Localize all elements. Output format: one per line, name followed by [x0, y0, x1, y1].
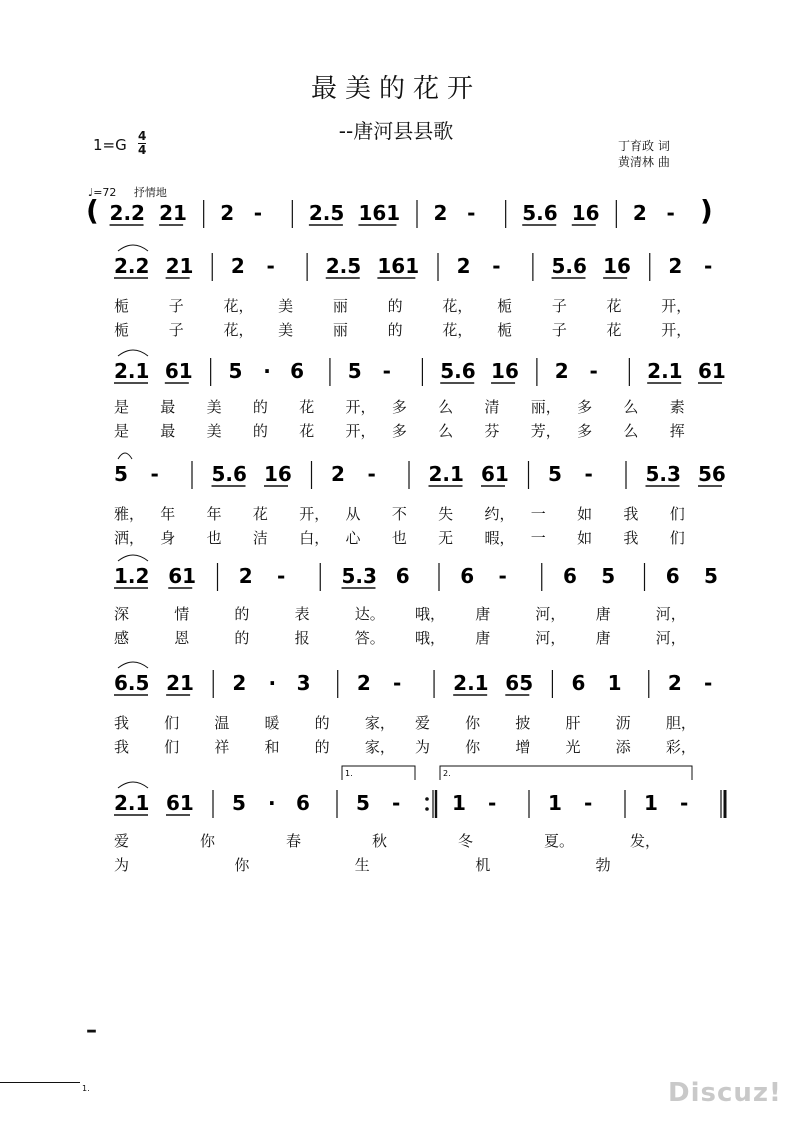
note-group: 2.1 — [114, 791, 150, 815]
lyric-verse2-syllable: 如 — [577, 529, 593, 547]
lyric-verse1-syllable: 栀 — [114, 297, 130, 315]
lyric-verse1-syllable: 栀 — [497, 297, 513, 315]
note-group: 3 — [296, 671, 311, 695]
lyric-verse1-syllable: 唐 — [475, 605, 491, 623]
lyric-verse2-syllable: 光 — [565, 738, 581, 756]
lyric-verse1-syllable: 子 — [168, 297, 184, 315]
lyric-verse2-syllable: 你 — [234, 856, 250, 874]
note-group: - — [584, 791, 593, 815]
notation-system — [86, 194, 713, 228]
note-group: 5.3 — [645, 462, 681, 486]
note-group: 5.6 — [522, 201, 558, 225]
lyric-verse2-syllable: 们 — [669, 529, 685, 547]
lyric-verse1-syllable: 家， — [364, 714, 395, 732]
song-title: 最美的花开 — [310, 74, 481, 104]
note-group: 5.3 — [341, 564, 377, 588]
lyric-verse1-syllable: 发， — [630, 832, 661, 850]
lyric-verse2-syllable: 身 — [160, 529, 176, 547]
lyric-verse2-syllable: 多 — [391, 422, 407, 440]
note-group: 2 — [632, 201, 647, 225]
lyric-verse1-syllable: 子 — [551, 297, 567, 315]
lyric-verse2-syllable: 子 — [551, 321, 567, 339]
lyric-verse1-syllable: 从 — [345, 505, 361, 523]
lyric-verse1-syllable: 的 — [252, 398, 268, 416]
note-group: 6 — [290, 359, 305, 383]
lyric-verse1-syllable: 肝 — [565, 714, 581, 732]
lyric-verse1-syllable: 么 — [623, 398, 639, 416]
stray-dash-mark: – — [86, 1018, 97, 1043]
note-group: - — [584, 462, 593, 486]
key-signature: 1=G — [93, 136, 127, 154]
note-group: 65 — [505, 671, 534, 695]
note-group: 56 — [698, 462, 726, 486]
lyric-verse2-syllable: 洁 — [252, 529, 268, 547]
note-group: · — [268, 671, 277, 695]
lyric-verse1-syllable: 的 — [234, 605, 250, 623]
notation-system — [114, 662, 712, 698]
lyric-verse1-syllable: 爱 — [415, 714, 431, 732]
note-group: 16 — [491, 359, 519, 383]
note-group: 2.5 — [308, 201, 345, 225]
volta-bracket-1 — [342, 766, 415, 780]
note-group: 2 — [232, 671, 247, 695]
note-group: 2.1 — [428, 462, 464, 486]
lyric-verse1-syllable: 披 — [515, 714, 531, 732]
note-group: 161 — [377, 254, 420, 278]
discuz-watermark: Discuz! — [668, 1078, 782, 1108]
lyric-verse2-syllable: 为 — [114, 856, 130, 874]
note-group: - — [704, 254, 713, 278]
time-signature-top: 4 — [138, 129, 147, 143]
lyric-verse1-syllable: 们 — [164, 714, 180, 732]
lyric-verse2-syllable: 为 — [415, 738, 431, 756]
note-group: - — [277, 564, 286, 588]
lyric-verse2-syllable: 家， — [364, 738, 395, 756]
note-group: 1 — [548, 791, 562, 815]
paren-mark: ( — [86, 194, 99, 227]
lyric-verse2-syllable: 唐 — [595, 629, 611, 647]
note-group: 61 — [166, 791, 194, 815]
lyric-verse2-syllable: 报 — [294, 629, 310, 647]
lyric-verse1-syllable: 你 — [200, 832, 216, 850]
slur — [118, 555, 148, 561]
note-group: 2.2 — [114, 254, 150, 278]
lyric-verse2-syllable: 答。 — [354, 629, 385, 647]
lyric-verse1-syllable: 河， — [535, 605, 566, 623]
lyric-verse1-syllable: 美 — [278, 297, 294, 315]
lyric-verse1-syllable: 雅， — [114, 505, 145, 523]
lyric-verse1-syllable: 年 — [206, 505, 222, 523]
lyric-verse1-syllable: 情 — [174, 605, 190, 623]
note-group: 2.5 — [325, 254, 362, 278]
lyric-verse2-syllable: 多 — [577, 422, 593, 440]
lyric-verse2-syllable: 河， — [655, 629, 686, 647]
note-group: 2 — [220, 201, 235, 225]
note-group: - — [253, 201, 263, 225]
lyric-verse1-syllable: 花 — [299, 398, 315, 416]
lyric-verse2-syllable: 挥 — [669, 422, 685, 440]
lyric-verse1-syllable: 花 — [606, 297, 622, 315]
lyric-verse2-syllable: 我 — [114, 738, 130, 756]
lyric-verse2-syllable: 么 — [438, 422, 454, 440]
lyric-verse1-syllable: 如 — [577, 505, 593, 523]
lyric-verse2-syllable: 是 — [114, 422, 130, 440]
lyric-verse1-syllable: 开， — [299, 505, 330, 523]
note-group: 5 — [232, 791, 246, 815]
lyric-verse2-syllable: 感 — [114, 629, 130, 647]
note-group: 5 — [114, 462, 128, 486]
lyric-verse1-syllable: 我 — [114, 714, 130, 732]
footnote-number: 1. — [82, 1084, 90, 1093]
note-group: 5 — [347, 359, 362, 383]
lyric-verse2-syllable: 增 — [515, 738, 531, 756]
lyric-verse1-syllable: 花 — [252, 505, 268, 523]
lyric-verse1-syllable: 表 — [294, 605, 310, 623]
lyric-verse1-syllable: 年 — [160, 505, 176, 523]
lyric-verse2-syllable: 子 — [168, 321, 184, 339]
lyric-verse2-syllable: 心 — [345, 529, 361, 547]
lyric-verse1-syllable: 深 — [114, 605, 130, 623]
slur — [118, 350, 148, 356]
note-group: 5.6 — [551, 254, 587, 278]
note-group: 2 — [456, 254, 471, 278]
lyric-verse2-syllable: 开， — [661, 321, 692, 339]
lyric-verse1-syllable: 温 — [214, 714, 230, 732]
lyric-verse2-syllable: 花， — [442, 321, 473, 339]
note-group: 2 — [238, 564, 253, 588]
lyric-verse2-syllable: 芬 — [484, 422, 500, 440]
lyric-verse1-syllable: 失 — [438, 505, 454, 523]
lyric-verse2-syllable: 你 — [465, 738, 481, 756]
lyric-verse2-syllable: 祥 — [214, 738, 230, 756]
lyric-verse2-syllable: 彩， — [665, 738, 696, 756]
note-group: 2 — [331, 462, 345, 486]
note-group: 6 — [395, 564, 410, 588]
lyric-verse1-syllable: 秋 — [372, 832, 388, 850]
lyric-verse1-syllable: 不 — [391, 505, 407, 523]
note-group: - — [392, 671, 402, 695]
lyric-verse1-syllable: 沥 — [615, 714, 631, 732]
note-group: 5 — [601, 564, 616, 588]
note-group: 21 — [165, 254, 194, 278]
lyric-verse2-syllable: 暇， — [484, 529, 515, 547]
note-group: 1 — [452, 791, 466, 815]
note-group: 2.2 — [109, 201, 145, 225]
lyric-verse1-syllable: 我 — [623, 505, 639, 523]
note-group: 5 — [356, 791, 370, 815]
slur — [118, 453, 132, 459]
lyric-verse2-syllable: 白， — [299, 529, 330, 547]
note-group: 6 — [460, 564, 475, 588]
lyric-verse2-syllable: 栀 — [114, 321, 130, 339]
note-group: 6.5 — [114, 671, 150, 695]
lyric-verse1-syllable: 们 — [669, 505, 685, 523]
lyric-verse2-syllable: 们 — [164, 738, 180, 756]
lyric-verse2-syllable: 也 — [206, 529, 222, 547]
note-group: 5 — [228, 359, 243, 383]
slur — [118, 662, 148, 668]
note-group: 161 — [358, 201, 401, 225]
note-group: - — [589, 359, 598, 383]
note-group: 5.6 — [440, 359, 476, 383]
lyric-verse2-syllable: 河， — [535, 629, 566, 647]
slur — [118, 782, 148, 788]
note-group: - — [680, 791, 689, 815]
note-group: 16 — [571, 201, 600, 225]
lyric-verse2-syllable: 哦， — [415, 629, 446, 647]
lyric-verse2-syllable: 恩 — [174, 629, 190, 647]
paren-mark: ) — [700, 194, 713, 227]
repeat-dot — [425, 797, 429, 801]
note-group: - — [498, 564, 507, 588]
note-group: 16 — [603, 254, 631, 278]
lyric-verse2-syllable: 开， — [345, 422, 376, 440]
slur — [118, 245, 148, 251]
lyric-verse2-syllable: 的 — [234, 629, 250, 647]
note-group: 1.2 — [114, 564, 150, 588]
lyric-verse1-syllable: 胆， — [665, 714, 696, 732]
lyric-verse2-syllable: 生 — [354, 856, 370, 874]
lyric-verse2-syllable: 花， — [223, 321, 254, 339]
note-group: - — [392, 791, 401, 815]
lyric-verse1-syllable: 开， — [661, 297, 692, 315]
lyric-verse2-syllable: 丽 — [332, 321, 348, 339]
lyric-verse2-syllable: 勃 — [595, 856, 611, 874]
lyric-verse2-syllable: 最 — [160, 422, 176, 440]
lyric-verse1-syllable: 哦， — [415, 605, 446, 623]
note-group: 61 — [164, 359, 193, 383]
lyric-verse1-syllable: 暖 — [264, 714, 280, 732]
lyric-verse1-syllable: 多 — [391, 398, 407, 416]
lyric-verse1-syllable: 唐 — [595, 605, 611, 623]
note-group: 2 — [356, 671, 371, 695]
note-group: 2 — [667, 671, 682, 695]
lyric-verse1-syllable: 最 — [160, 398, 176, 416]
volta-label-2: 2. — [443, 769, 451, 778]
lyric-verse1-syllable: 的 — [387, 297, 403, 315]
note-group: 6 — [571, 671, 586, 695]
composer: 黄清林 曲 — [618, 155, 670, 169]
note-group: - — [492, 254, 501, 278]
lyricist: 丁育政 词 — [618, 139, 670, 153]
lyric-verse1-syllable: 么 — [438, 398, 454, 416]
note-group: 5 — [548, 462, 562, 486]
note-group: 6 — [296, 791, 310, 815]
note-group: - — [488, 791, 497, 815]
lyric-verse2-syllable: 添 — [615, 738, 631, 756]
lyric-verse2-syllable: 芳， — [530, 422, 561, 440]
lyric-verse1-syllable: 河， — [655, 605, 686, 623]
note-group: - — [382, 359, 391, 383]
lyric-verse2-syllable: 的 — [252, 422, 268, 440]
note-group: - — [150, 462, 159, 486]
notation-system — [114, 555, 718, 591]
lyric-verse2-syllable: 和 — [264, 738, 280, 756]
expression-marking: 抒情地 — [133, 186, 167, 199]
note-group: 2.1 — [647, 359, 683, 383]
lyric-verse1-syllable: 素 — [669, 398, 685, 416]
lyric-verse2-syllable: 花 — [606, 321, 622, 339]
lyric-verse1-syllable: 你 — [465, 714, 481, 732]
lyric-verse2-syllable: 栀 — [497, 321, 513, 339]
lyric-verse1-syllable: 达。 — [354, 605, 385, 623]
note-group: - — [266, 254, 275, 278]
note-group: 2.1 — [453, 671, 489, 695]
lyric-verse1-syllable: 是 — [114, 398, 130, 416]
note-group: - — [367, 462, 376, 486]
note-group: · — [263, 359, 271, 383]
notation-system — [114, 766, 725, 818]
lyric-verse2-syllable: 美 — [206, 422, 222, 440]
note-group: 6 — [563, 564, 577, 588]
lyric-verse1-syllable: 花， — [223, 297, 254, 315]
lyric-verse1-syllable: 约， — [484, 505, 515, 523]
lyric-verse1-syllable: 丽 — [332, 297, 348, 315]
note-group: · — [268, 791, 276, 815]
note-group: 2 — [668, 254, 683, 278]
note-group: 16 — [264, 462, 292, 486]
lyric-verse1-syllable: 多 — [577, 398, 593, 416]
lyric-verse1-syllable: 一 — [530, 505, 546, 523]
note-group: 61 — [481, 462, 509, 486]
lyric-verse2-syllable: 美 — [278, 321, 294, 339]
notation-system — [114, 350, 726, 386]
lyric-verse2-syllable: 我 — [623, 529, 639, 547]
note-group: 61 — [698, 359, 726, 383]
note-group: - — [467, 201, 476, 225]
lyric-verse1-syllable: 爱 — [114, 832, 130, 850]
lyric-verse2-syllable: 无 — [438, 529, 454, 547]
note-group: 2 — [433, 201, 448, 225]
note-group: 6 — [665, 564, 680, 588]
note-group: 2.1 — [114, 359, 150, 383]
note-group: 1 — [607, 671, 622, 695]
footnote-rule — [0, 1082, 80, 1083]
note-group: 21 — [159, 201, 187, 225]
lyric-verse2-syllable: 唐 — [475, 629, 491, 647]
time-signature-bottom: 4 — [138, 143, 147, 157]
lyric-verse2-syllable: 花 — [299, 422, 315, 440]
volta-label-1: 1. — [345, 769, 353, 778]
note-group: 1 — [644, 791, 658, 815]
lyric-verse2-syllable: 的 — [387, 321, 403, 339]
note-group: 5 — [704, 564, 718, 588]
note-group: 5.6 — [211, 462, 247, 486]
tempo-value: ♩=72 — [88, 186, 117, 199]
lyric-verse1-syllable: 清 — [484, 398, 500, 416]
note-group: 61 — [168, 564, 197, 588]
lyric-verse1-syllable: 的 — [314, 714, 330, 732]
lyric-verse2-syllable: 也 — [391, 529, 407, 547]
note-group: - — [666, 201, 675, 225]
song-subtitle: --唐河县县歌 — [338, 119, 454, 143]
notation-system — [114, 245, 712, 281]
notation-system — [114, 453, 726, 489]
lyric-verse1-syllable: 开， — [345, 398, 376, 416]
lyric-verse1-syllable: 丽， — [530, 398, 561, 416]
lyric-verse2-syllable: 机 — [475, 856, 491, 874]
lyric-verse1-syllable: 花， — [442, 297, 473, 315]
volta-bracket-2 — [440, 766, 692, 780]
lyric-verse2-syllable: 的 — [314, 738, 330, 756]
note-group: - — [704, 671, 713, 695]
lyric-verse1-syllable: 冬 — [458, 832, 474, 850]
lyric-verse1-syllable: 美 — [206, 398, 222, 416]
lyric-verse2-syllable: 么 — [623, 422, 639, 440]
note-group: 21 — [166, 671, 194, 695]
note-group: 2 — [230, 254, 245, 278]
lyric-verse1-syllable: 夏。 — [544, 832, 575, 850]
lyric-verse1-syllable: 春 — [286, 832, 302, 850]
lyric-verse2-syllable: 一 — [530, 529, 546, 547]
lyric-verse2-syllable: 洒， — [114, 529, 145, 547]
note-group: 2 — [554, 359, 569, 383]
repeat-dot — [425, 807, 429, 811]
